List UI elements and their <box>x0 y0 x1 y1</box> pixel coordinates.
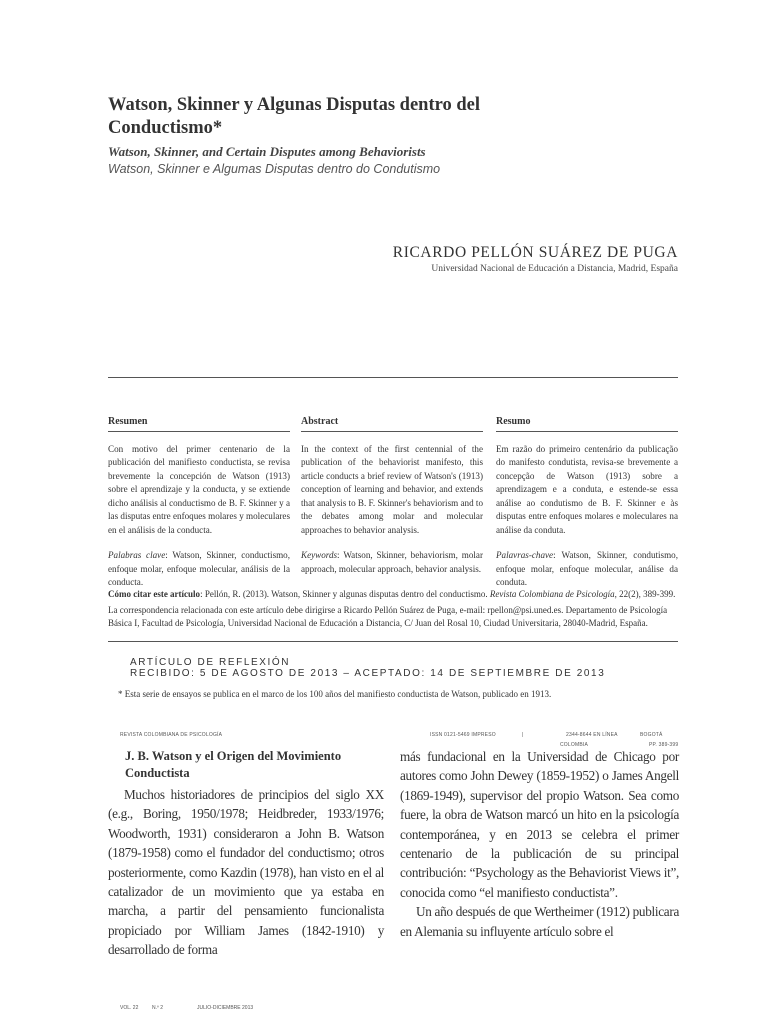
running-header-city: BOGOTÁ <box>640 732 663 738</box>
article-type-block <box>130 657 605 679</box>
abstract-column <box>301 415 483 588</box>
abstract-keywords <box>301 549 483 576</box>
abstract-keywords-label: Keywords <box>301 550 338 560</box>
body-right-column <box>400 747 679 941</box>
article-title: Watson, Skinner y Algunas Disputas dentro del Conductismo* <box>108 95 480 138</box>
how-to-cite-journal: Revista Colombiana de Psicología <box>489 589 615 599</box>
how-to-cite-text-b: , 22(2), 389-399. <box>614 589 676 599</box>
running-header-journal: REVISTA COLOMBIANA DE PSICOLOGÍA <box>120 732 223 738</box>
resumen-keywords-label: Palabras clave <box>108 550 166 560</box>
abstract-keywords-text: : Watson, Skinner, behaviorism, molar approach, molecular approach, behavior analysis. <box>301 550 483 574</box>
resumo-keywords-text: : Watson, Skinner, condutismo, enfoque molar, enfoque molecular, análise da conduta. <box>496 550 678 587</box>
resumen-keywords-text: : Watson, Skinner, conductismo, enfoque molar, enfoque molecular, análisis de la conducta. <box>108 550 291 587</box>
body-right-paragraph-2: Un año después de que Wertheimer (1912) publicara en Alemania su influyente artículo sobre el <box>400 904 679 939</box>
portuguese-title: Watson, Skinner e Algumas Disputas dentro do Condutismo <box>108 162 441 176</box>
resumen-heading: Resumen <box>108 415 290 432</box>
resumo-keywords <box>496 549 678 590</box>
running-header-pages: PP. 389-399 <box>649 742 679 748</box>
top-divider <box>108 377 678 378</box>
abstract-text: In the context of the first centennial of the publication of the behaviorist manifesto, this article conducts a brief review of Watson's (1913) conception of learning and behavior, and extends that analysis to B. F. Skinner's behaviorism and to the debates among molar and molecular approaches to behavior analysis. <box>301 443 483 535</box>
running-header-country: COLOMBIA <box>560 742 588 748</box>
how-to-cite <box>108 588 680 602</box>
article-type: ARTÍCULO DE REFLEXIÓN <box>130 657 291 668</box>
author-name: RICARDO PELLÓN SUÁREZ DE PUGA <box>392 244 678 261</box>
footer-volume: VOL. 22 <box>120 1005 139 1011</box>
body-left-paragraph: Muchos historiadores de principios del siglo XX (e.g., Boring, 1950/1978; Heidbreder, 1933/1976; Woodworth, 1931) consideraron a John B. Watson (1879-1958) como el fundador del conductismo; otros posteriormente, como Kazdin (1978), han visto en el al catalizador de un movimiento que ya estaba en marcha, a partir del pensamiento funcionalista propiciado por William James (1842-1910) y desarrollado de forma <box>108 787 384 958</box>
resumo-text: Em razão do primeiro centenário da publicação do manifesto condutista, revisa-se brevemente a concepção de Watson (1913) sobre a aprendizagem e a conduta, e estende-se essa análise ao condutismo de B. F. Skinner e às disputas entre enfoques molares e moleculares na análise da conduta. <box>496 443 678 535</box>
resumo-keywords-label: Palavras-chave <box>496 550 554 560</box>
footer-period: JULIO-DICIEMBRE 2013 <box>197 1005 254 1011</box>
abstract-heading: Abstract <box>301 415 483 432</box>
how-to-cite-text-a: : Pellón, R. (2013). Watson, Skinner y algunas disputas dentro del conductismo. <box>200 589 490 599</box>
resumen-column <box>108 415 290 602</box>
resumo-heading: Resumo <box>496 415 678 432</box>
citation-block <box>108 588 680 633</box>
footnote: * Esta serie de ensayos se publica en el marco de los 100 años del manifiesto conductista de Watson, publicado en 1913. <box>118 689 552 699</box>
section-heading: J. B. Watson y el Origen del Movimiento Conductista <box>125 749 342 780</box>
resumen-keywords <box>108 549 290 590</box>
resumen-text: Con motivo del primer centenario de la publicación del manifiesto conductista, se revisa brevemente la concepción de Watson (1913) sobre el aprendizaje y la conducta, y se extiende dicho análisis al conductismo de B. F. Skinner y a las disputas entre enfoques molares y moleculares en el análisis de la conducta. <box>108 443 290 535</box>
body-right-paragraph-1: más fundacional en la Universidad de Chicago por autores como John Dewey (1859-1952) o James Angell (1869-1949), supervisor del propio Watson. Sea como fuere, la obra de Watson marcó un hito en la psicología contemporánea, y en 2013 se celebra el primer centenario de la publicación de su principal contribución: “Psychology as the Behaviorist Views it”, conocida como “el manifiesto conductista”. <box>400 749 679 900</box>
body-left-column <box>108 785 384 960</box>
correspondence-note: La correspondencia relacionada con este artículo debe dirigirse a Ricardo Pellón Suárez de Puga, e-mail: rpellon@psi.uned.es. Departamento de Psicología Básica I, Facultad de Psicología, Universidad Nacional de Educación a Distancia, C/ Juan del Rosal 10, Ciudad Universitaria, 28040-Madrid, España. <box>108 604 668 628</box>
running-header-separator: | <box>522 732 524 738</box>
author-affiliation: Universidad Nacional de Educación a Distancia, Madrid, España <box>431 264 678 274</box>
english-title: Watson, Skinner, and Certain Disputes among Behaviorists <box>108 144 426 159</box>
resumo-column <box>496 415 678 602</box>
footer-number: N.º 2 <box>152 1005 163 1011</box>
how-to-cite-label: Cómo citar este artículo <box>108 589 201 599</box>
running-header-issn-online: 2344-8644 EN LÍNEA <box>566 732 618 738</box>
received-accepted-dates: RECIBIDO: 5 DE AGOSTO DE 2013 – ACEPTADO: 14 DE SEPTIEMBRE DE 2013 <box>130 668 606 679</box>
running-header-issn-print: ISSN 0121-5469 IMPRESO <box>430 732 496 738</box>
middle-divider <box>108 641 678 642</box>
